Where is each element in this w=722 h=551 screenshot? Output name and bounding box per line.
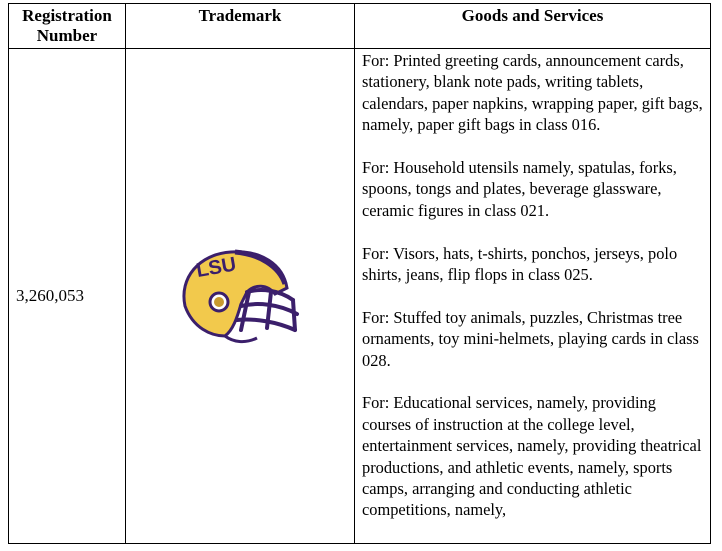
goods-class-028: For: Stuffed toy animals, puzzles, Christmas tree ornaments, toy mini-helmets, playing cards in class 028. — [362, 307, 699, 370]
header-registration-line2: Number — [36, 26, 98, 45]
header-goods-and-services: Goods and Services — [355, 4, 711, 49]
header-registration-number — [9, 4, 126, 49]
goods-class-021: For: Household utensils namely, spatulas, forks, spoons, tongs and plates, beverage glassware, ceramic figures in class 021. — [362, 158, 677, 220]
goods-class-025: For: Visors, hats, t-shirts, ponchos, jerseys, polo shirts, jeans, flip flops in class 025. — [362, 243, 678, 285]
trademark-table — [8, 3, 711, 544]
table-row — [9, 49, 711, 544]
header-row — [9, 4, 711, 49]
trademark-cell — [126, 49, 355, 544]
goods-class-016: For: Printed greeting cards, announcement cards, stationery, blank note pads, writing tablets, calendars, paper napkins, wrapping paper, gift bags, namely, paper gift bags in class 016. — [362, 51, 703, 135]
header-trademark: Trademark — [126, 4, 355, 49]
chin-strap — [225, 336, 257, 342]
helmet-lettering: LSU — [194, 253, 238, 283]
goods-and-services-cell — [355, 49, 711, 544]
lsu-helmet-logo — [175, 244, 305, 348]
goods-list — [362, 50, 706, 542]
header-registration-line1: Registration — [22, 6, 112, 25]
registration-number-cell: 3,260,053 — [9, 49, 126, 544]
goods-services-educational: For: Educational services, namely, providing courses of instruction at the college level, entertainment services, namely, providing theatrical productions, and athletic events, namely, sports camps, arranging and conducting athletic competitions, namely, — [362, 393, 702, 520]
